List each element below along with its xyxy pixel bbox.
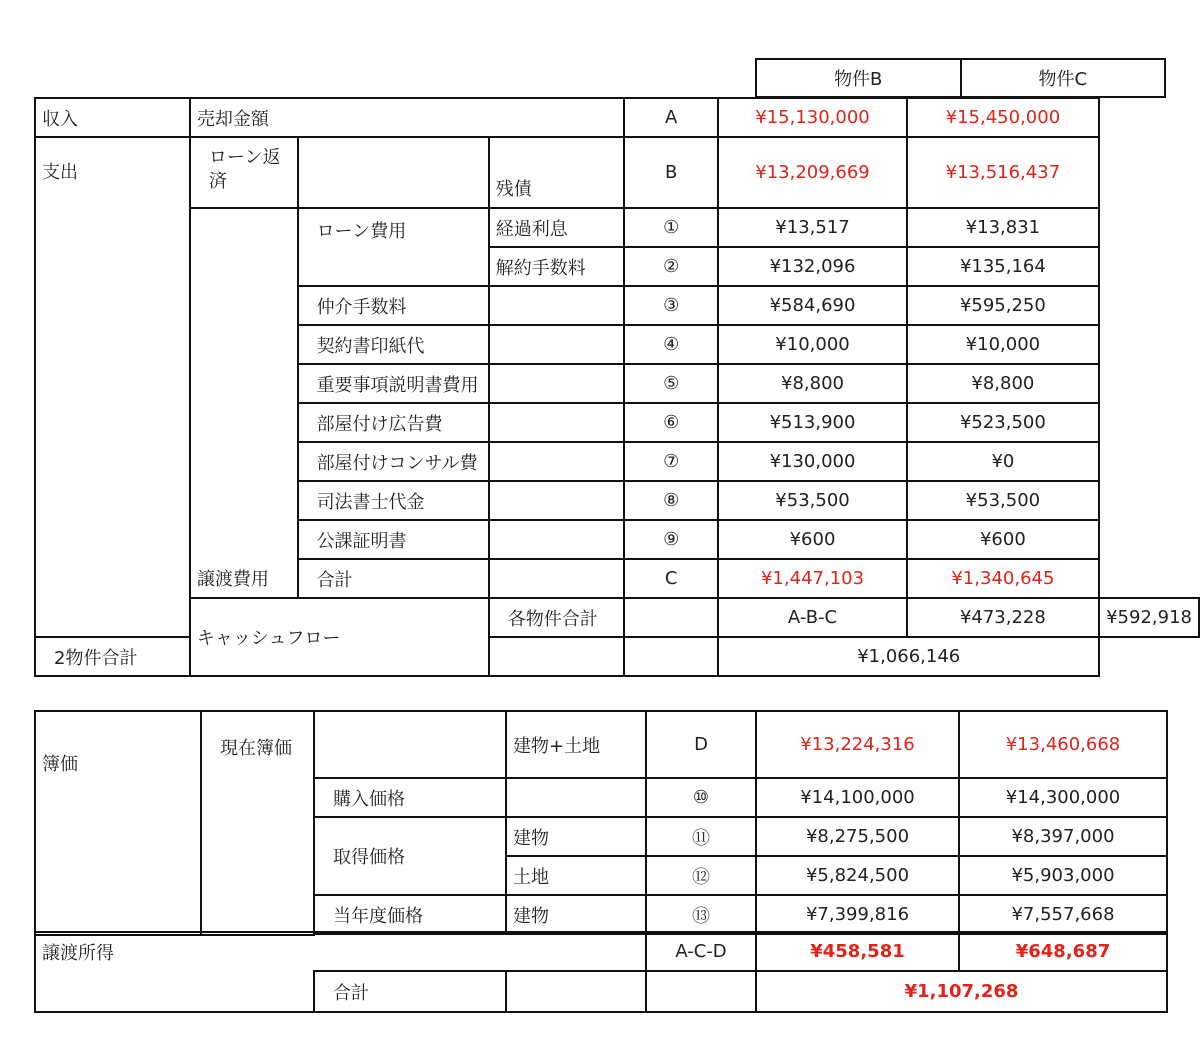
value-b: ¥8,800 — [718, 364, 906, 403]
acq-building-label: 建物 — [506, 817, 646, 856]
value-b: ¥513,900 — [718, 403, 906, 442]
value-c: ¥14,300,000 — [959, 778, 1167, 817]
value-b: ¥10,000 — [718, 325, 906, 364]
item-label: 重要事項説明書費用 — [298, 364, 489, 403]
table-row — [35, 711, 1167, 778]
row-code: ⑦ — [624, 442, 718, 481]
value-b: ¥1,447,103 — [718, 559, 906, 598]
value-b: ¥130,000 — [718, 442, 906, 481]
row-code: ① — [624, 208, 718, 247]
total-value: ¥1,107,268 — [756, 971, 1167, 1012]
item-sublabel: 解約手数料 — [489, 247, 624, 286]
value-b: ¥5,824,500 — [756, 856, 959, 895]
loan-repay-label: ローン返済 — [190, 137, 298, 208]
header-property-b: 物件B — [834, 69, 883, 90]
table-row — [35, 137, 1199, 208]
value-b: ¥8,275,500 — [756, 817, 959, 856]
row-code: ② — [624, 247, 718, 286]
value-c: ¥592,918 — [1099, 598, 1199, 637]
column-header — [755, 58, 1166, 98]
value-c: ¥15,450,000 — [907, 98, 1099, 137]
value-c: ¥600 — [907, 520, 1099, 559]
row-code: ③ — [624, 286, 718, 325]
value-c: ¥8,800 — [907, 364, 1099, 403]
row-code: ⑩ — [646, 778, 756, 817]
row-code: A-C-D — [646, 932, 756, 971]
value-c: ¥13,831 — [907, 208, 1099, 247]
item-sublabel: 経過利息 — [489, 208, 624, 247]
value-b: ¥132,096 — [718, 247, 906, 286]
row-code: B — [624, 137, 718, 208]
value-c: ¥10,000 — [907, 325, 1099, 364]
book-value-table — [34, 710, 1168, 936]
two-total-value: ¥1,066,146 — [718, 637, 1099, 676]
row-code: C — [624, 559, 718, 598]
row-code: D — [646, 711, 756, 778]
value-b: ¥15,130,000 — [718, 98, 906, 137]
value-c: ¥7,557,668 — [959, 895, 1167, 934]
table-row — [35, 598, 1199, 637]
item-label: 部屋付け広告費 — [298, 403, 489, 442]
current-year-building-label: 建物 — [506, 895, 646, 934]
value-c: ¥13,516,437 — [907, 137, 1099, 208]
acq-label: 取得価格 — [314, 817, 506, 895]
value-c: ¥648,687 — [959, 932, 1167, 971]
bl-label: 建物+土地 — [506, 711, 646, 778]
two-total-label: 2物件合計 — [35, 637, 190, 676]
row-code: ⑥ — [624, 403, 718, 442]
row-code: ⑤ — [624, 364, 718, 403]
item-label: 司法書士代金 — [298, 481, 489, 520]
row-code: ⑨ — [624, 520, 718, 559]
value-b: ¥584,690 — [718, 286, 906, 325]
sale-amount-label: 売却金額 — [190, 98, 624, 137]
table-row — [35, 932, 1167, 971]
value-b: ¥53,500 — [718, 481, 906, 520]
value-c: ¥523,500 — [907, 403, 1099, 442]
current-book-label: 現在簿価 — [201, 711, 314, 935]
row-code: A — [624, 98, 718, 137]
subtotal-label: 合計 — [298, 559, 489, 598]
row-code: ⑪ — [646, 817, 756, 856]
cashflow-table — [34, 97, 1200, 677]
value-b: ¥13,209,669 — [718, 137, 906, 208]
purchase-label: 購入価格 — [314, 778, 506, 817]
transfer-income-label: 譲渡所得 — [35, 932, 646, 971]
row-code: ④ — [624, 325, 718, 364]
value-b: ¥13,517 — [718, 208, 906, 247]
value-c: ¥595,250 — [907, 286, 1099, 325]
value-b: ¥7,399,816 — [756, 895, 959, 934]
row-code: ⑧ — [624, 481, 718, 520]
value-c: ¥13,460,668 — [959, 711, 1167, 778]
row-code: ⑬ — [646, 895, 756, 934]
value-c: ¥135,164 — [907, 247, 1099, 286]
expense-label: 支出 — [35, 137, 190, 637]
each-total-label: 各物件合計 — [489, 598, 624, 637]
table-row — [35, 98, 1199, 137]
value-b: ¥600 — [718, 520, 906, 559]
book-value-label: 簿価 — [35, 711, 201, 935]
current-year-label: 当年度価格 — [314, 895, 506, 934]
header-property-c: 物件C — [960, 60, 1165, 96]
value-c: ¥8,397,000 — [959, 817, 1167, 856]
value-c: ¥53,500 — [907, 481, 1099, 520]
row-code: ⑫ — [646, 856, 756, 895]
item-label: 部屋付けコンサル費 — [298, 442, 489, 481]
item-label: 仲介手数料 — [298, 286, 489, 325]
value-c: ¥0 — [907, 442, 1099, 481]
item-label: 公課証明書 — [298, 520, 489, 559]
total-label: 合計 — [314, 971, 506, 1012]
table-row — [35, 208, 1199, 247]
value-b: ¥13,224,316 — [756, 711, 959, 778]
transfer-cost-label: 譲渡費用 — [190, 208, 298, 598]
value-c: ¥5,903,000 — [959, 856, 1167, 895]
item-label: 契約書印紙代 — [298, 325, 489, 364]
table-row — [35, 971, 1167, 1012]
value-b: ¥458,581 — [756, 932, 959, 971]
transfer-income-table — [34, 931, 1168, 1013]
balance-label: 残債 — [489, 137, 624, 208]
income-label: 収入 — [35, 98, 190, 137]
row-code: A-B-C — [718, 598, 906, 637]
acq-land-label: 土地 — [506, 856, 646, 895]
value-b: ¥473,228 — [907, 598, 1099, 637]
cashflow-label: キャッシュフロー — [190, 598, 489, 676]
value-c: ¥1,340,645 — [907, 559, 1099, 598]
item-label: ローン費用 — [298, 208, 489, 286]
value-b: ¥14,100,000 — [756, 778, 959, 817]
